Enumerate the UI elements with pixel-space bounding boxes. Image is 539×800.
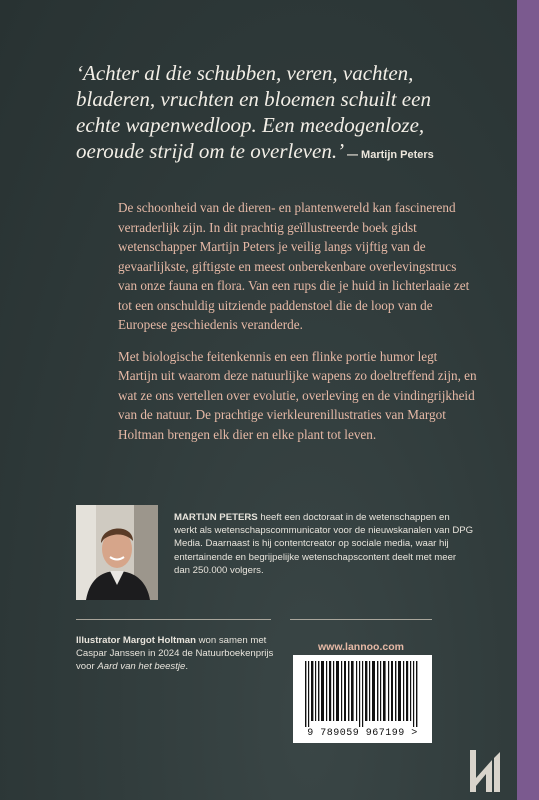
blurb-paragraph-2: Met biologische feitenkennis en een flinke portie humor legt Martijn uit waarom deze natuurlijke wapens zo doeltreffend zijn, en wat ze ons vertellen over evolutie, overleving en de vindingrijkheid van de natuur. De prachtige vierkleurenillustraties van Margot Holtman brengen elk dier en elke plant tot leven.: [118, 348, 477, 442]
isbn-number: 9 789059 967199 >: [307, 728, 418, 739]
illustrator-text: won samen met Caspar Janssen in 2024 de Natuurboekenprijs voor: [76, 635, 274, 672]
illustrator-book-title: Aard van het beestje: [97, 661, 186, 672]
illustrator-lead: Illustrator Margot Holtman: [76, 635, 196, 646]
author-bio-text: heeft een doctoraat in de wetenschappen en werkt als wetenschapscommunicator voor de nieuwskanalen van DPG Media. Daarnaast is hij contentcreator op sociale media, waar hij entertainende en begrijpelijke wetenschapscontent deelt met meer dan 250.000 volgers.: [174, 512, 474, 576]
publisher-website[interactable]: www.lannoo.com: [318, 641, 404, 653]
illustrator-note: [76, 634, 276, 673]
quote-line-last: [76, 138, 496, 168]
quote-line: oeroude strijd om te overleven.’: [76, 139, 342, 163]
barcode-bars: [305, 661, 420, 727]
quote-line: bladeren, vruchten en bloemen schuilt een: [76, 87, 431, 111]
author-portrait: [76, 505, 158, 600]
spine-edge: [517, 0, 539, 800]
author-bio: [174, 511, 474, 577]
divider: [290, 619, 432, 620]
quote-line: ‘Achter al die schubben, veren, vachten,: [76, 61, 414, 85]
divider: [76, 619, 271, 620]
quote-line: echte wapenwedloop. Een meedogenloze,: [76, 113, 425, 137]
blurb-paragraph-1: De schoonheid van de dieren- en plantenwereld kan fascinerend verraderlijk zijn. In dit prachtig geïllustreerde boek gidst wetenschapper Martijn Peters je veilig langs vijftig van de gevaarlijkste, giftigste en meest onberekenbare overlevingstrucs van onze fauna en flora. Van een rups die je huid in lichterlaaie zet tot een onschuldig uitziende paddenstoel die de loop van de Europese geschiedenis veranderde.: [118, 200, 470, 332]
pull-quote: [76, 60, 496, 168]
lannoo-logo-icon: [466, 748, 508, 794]
quote-attribution: — Martijn Peters: [346, 149, 434, 161]
author-photo: [76, 505, 158, 600]
author-name: MARTIJN PETERS: [174, 512, 258, 523]
blurb: [118, 198, 478, 456]
illustrator-end: .: [185, 661, 189, 672]
barcode: [293, 655, 432, 743]
